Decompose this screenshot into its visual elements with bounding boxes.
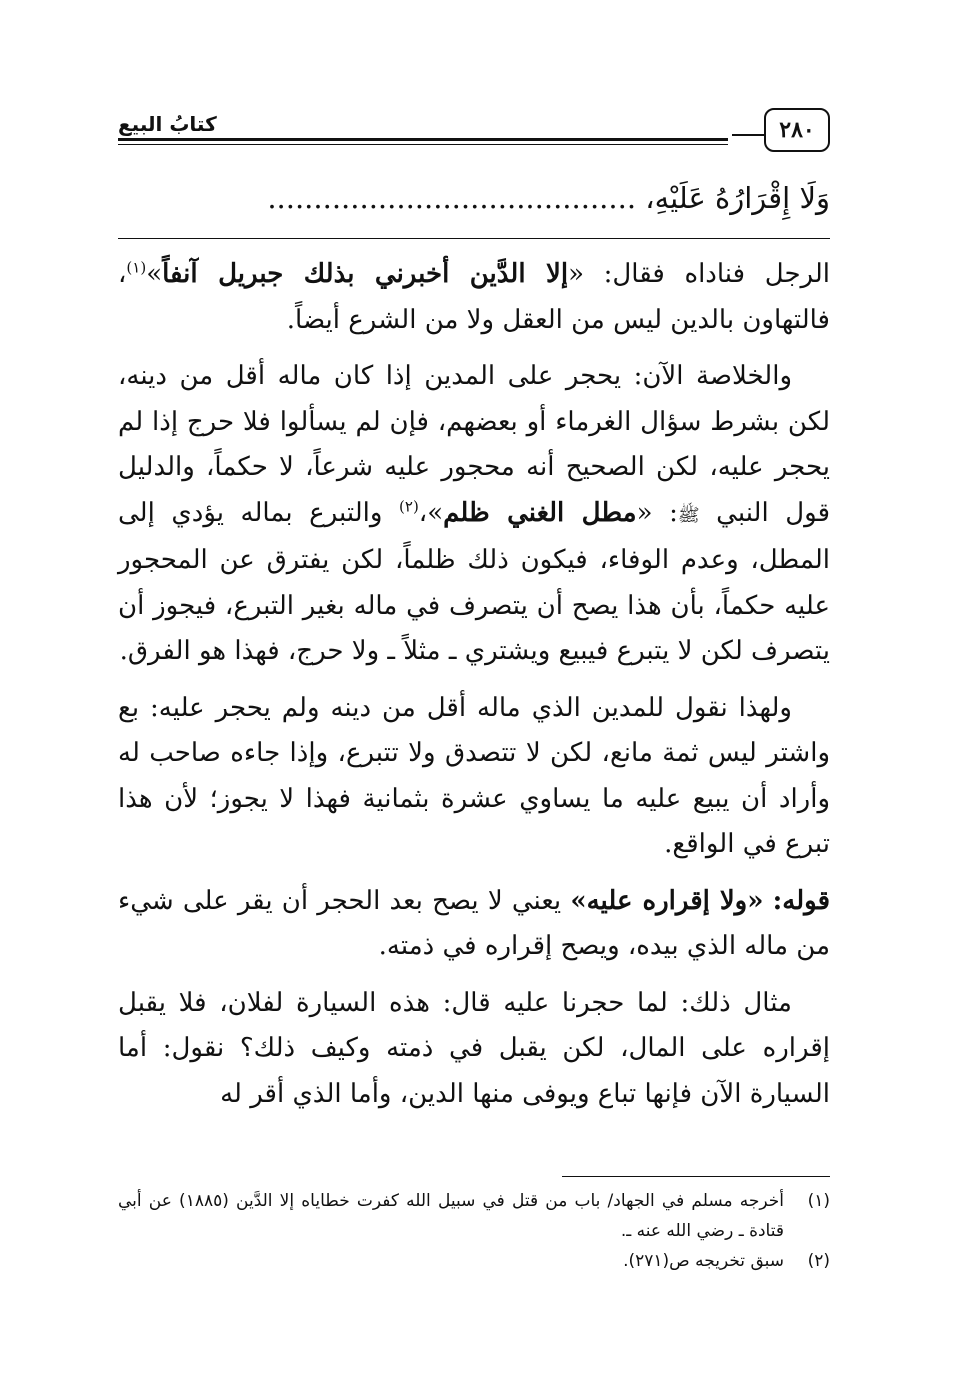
header-rule-thick	[118, 138, 728, 141]
matn-text: وَلَا إِقْرَارُهُ عَلَيْهِ،	[645, 181, 830, 215]
p1-post: ، فالتهاون بالدين ليس من العقل ولا من الشرع أيضاً.	[118, 259, 830, 335]
p1-pre: الرجل فناداه فقال: «	[568, 259, 831, 289]
footnote-1	[118, 1186, 830, 1246]
paragraph-2	[118, 354, 830, 675]
footnote-2-text: سبق تخريجه ص(٢٧١).	[623, 1251, 784, 1271]
commentary-body	[118, 252, 830, 1128]
p2-colon: : «	[636, 497, 678, 528]
paragraph-5: مثال ذلك: لما حجرنا عليه قال: هذه السيارة لفلان، فلا يقبل إقراره على المال، لكن يقبل في ذمته وكيف ذلك؟ نقول: أما السيارة الآن فإنها تباع ويوفى منها الدين، وأما الذي أقر له	[118, 987, 830, 1109]
p1-close: »	[146, 259, 163, 289]
footnote-ref-2: (٢)	[399, 496, 419, 515]
p2-close: »،	[418, 497, 444, 528]
footnote-1-number: (١)	[807, 1191, 830, 1211]
paragraph-4	[118, 879, 830, 970]
footnote-2-number: (٢)	[807, 1251, 830, 1271]
matn-quote: «ولا إقراره عليه»	[570, 885, 764, 916]
hadith-quote-1: إلا الدَّين أخبرني بذلك جبريل آنفاً	[162, 259, 569, 289]
p2-post: والتبرع بماله يؤدي إلى المطل، وعدم الوفاء، فيكون ذلك ظلماً، لكن يفترق عن المحجور عليه حكماً، بأن هذا يصح أن يتصرف في ماله بغير التبرع، فيجوز أن يتصرف لكن لا يتبرع فيبيع ويشتري ـ مثلاً ـ ولا حرج، فهذا هو الفرق.	[118, 497, 830, 666]
paragraph-3: ولهذا نقول للمدين الذي ماله أقل من دينه ولم يحجر عليه: بع واشتر ليس ثمة مانع، لكن لا تتصدق ولا تتبرع، وإذا جاءه صاحب له وأراد أن يبيع عليه ما يساوي عشرة بثمانية فهذا لا يجوز؛ لأن هذا تبرع في الواقع.	[118, 692, 830, 859]
salawat-glyph: ﷺ	[677, 504, 700, 526]
header-rule-short	[732, 134, 766, 136]
header-rule-thin	[118, 144, 728, 145]
book-title: كتابُ البيع	[118, 112, 217, 136]
footnote-1-text: أخرجه مسلم في الجهاد/ باب من قتل في سبيل الله كفرت خطاياه إلا الدَّين (١٨٨٥) عن أبي قتادة ـ رضي الله عنه ـ.	[118, 1191, 785, 1241]
footnote-2	[118, 1246, 830, 1276]
p4-post: يعني لا يصح بعد الحجر أن يقر على شيء من ماله الذي بيده، ويصح إقراره في ذمته.	[118, 885, 830, 961]
hadith-quote-2: مطل الغني ظلم	[443, 497, 637, 528]
paragraph-1	[118, 252, 830, 343]
page-number: ٢٨٠	[764, 108, 830, 152]
footnotes	[118, 1186, 830, 1276]
footnote-divider	[562, 1176, 830, 1177]
p2-pre: والخلاصة الآن: يحجر على المدين إذا كان ماله أقل من دينه، لكن بشرط سؤال الغرماء أو بعضهم، فإن لم يسألوا فلا حرج إذا لم يحجر عليه، لكن الصحيح أنه محجور عليه شرعاً، لا حكماً، والدليل قول النبي	[118, 361, 831, 528]
page-header	[118, 108, 830, 152]
matn-dots: ........................................	[267, 181, 637, 215]
qawluhu-label: قوله:	[772, 885, 830, 916]
matn-line	[118, 175, 830, 221]
matn-divider	[118, 238, 830, 239]
footnote-ref-1: (١)	[126, 258, 147, 277]
